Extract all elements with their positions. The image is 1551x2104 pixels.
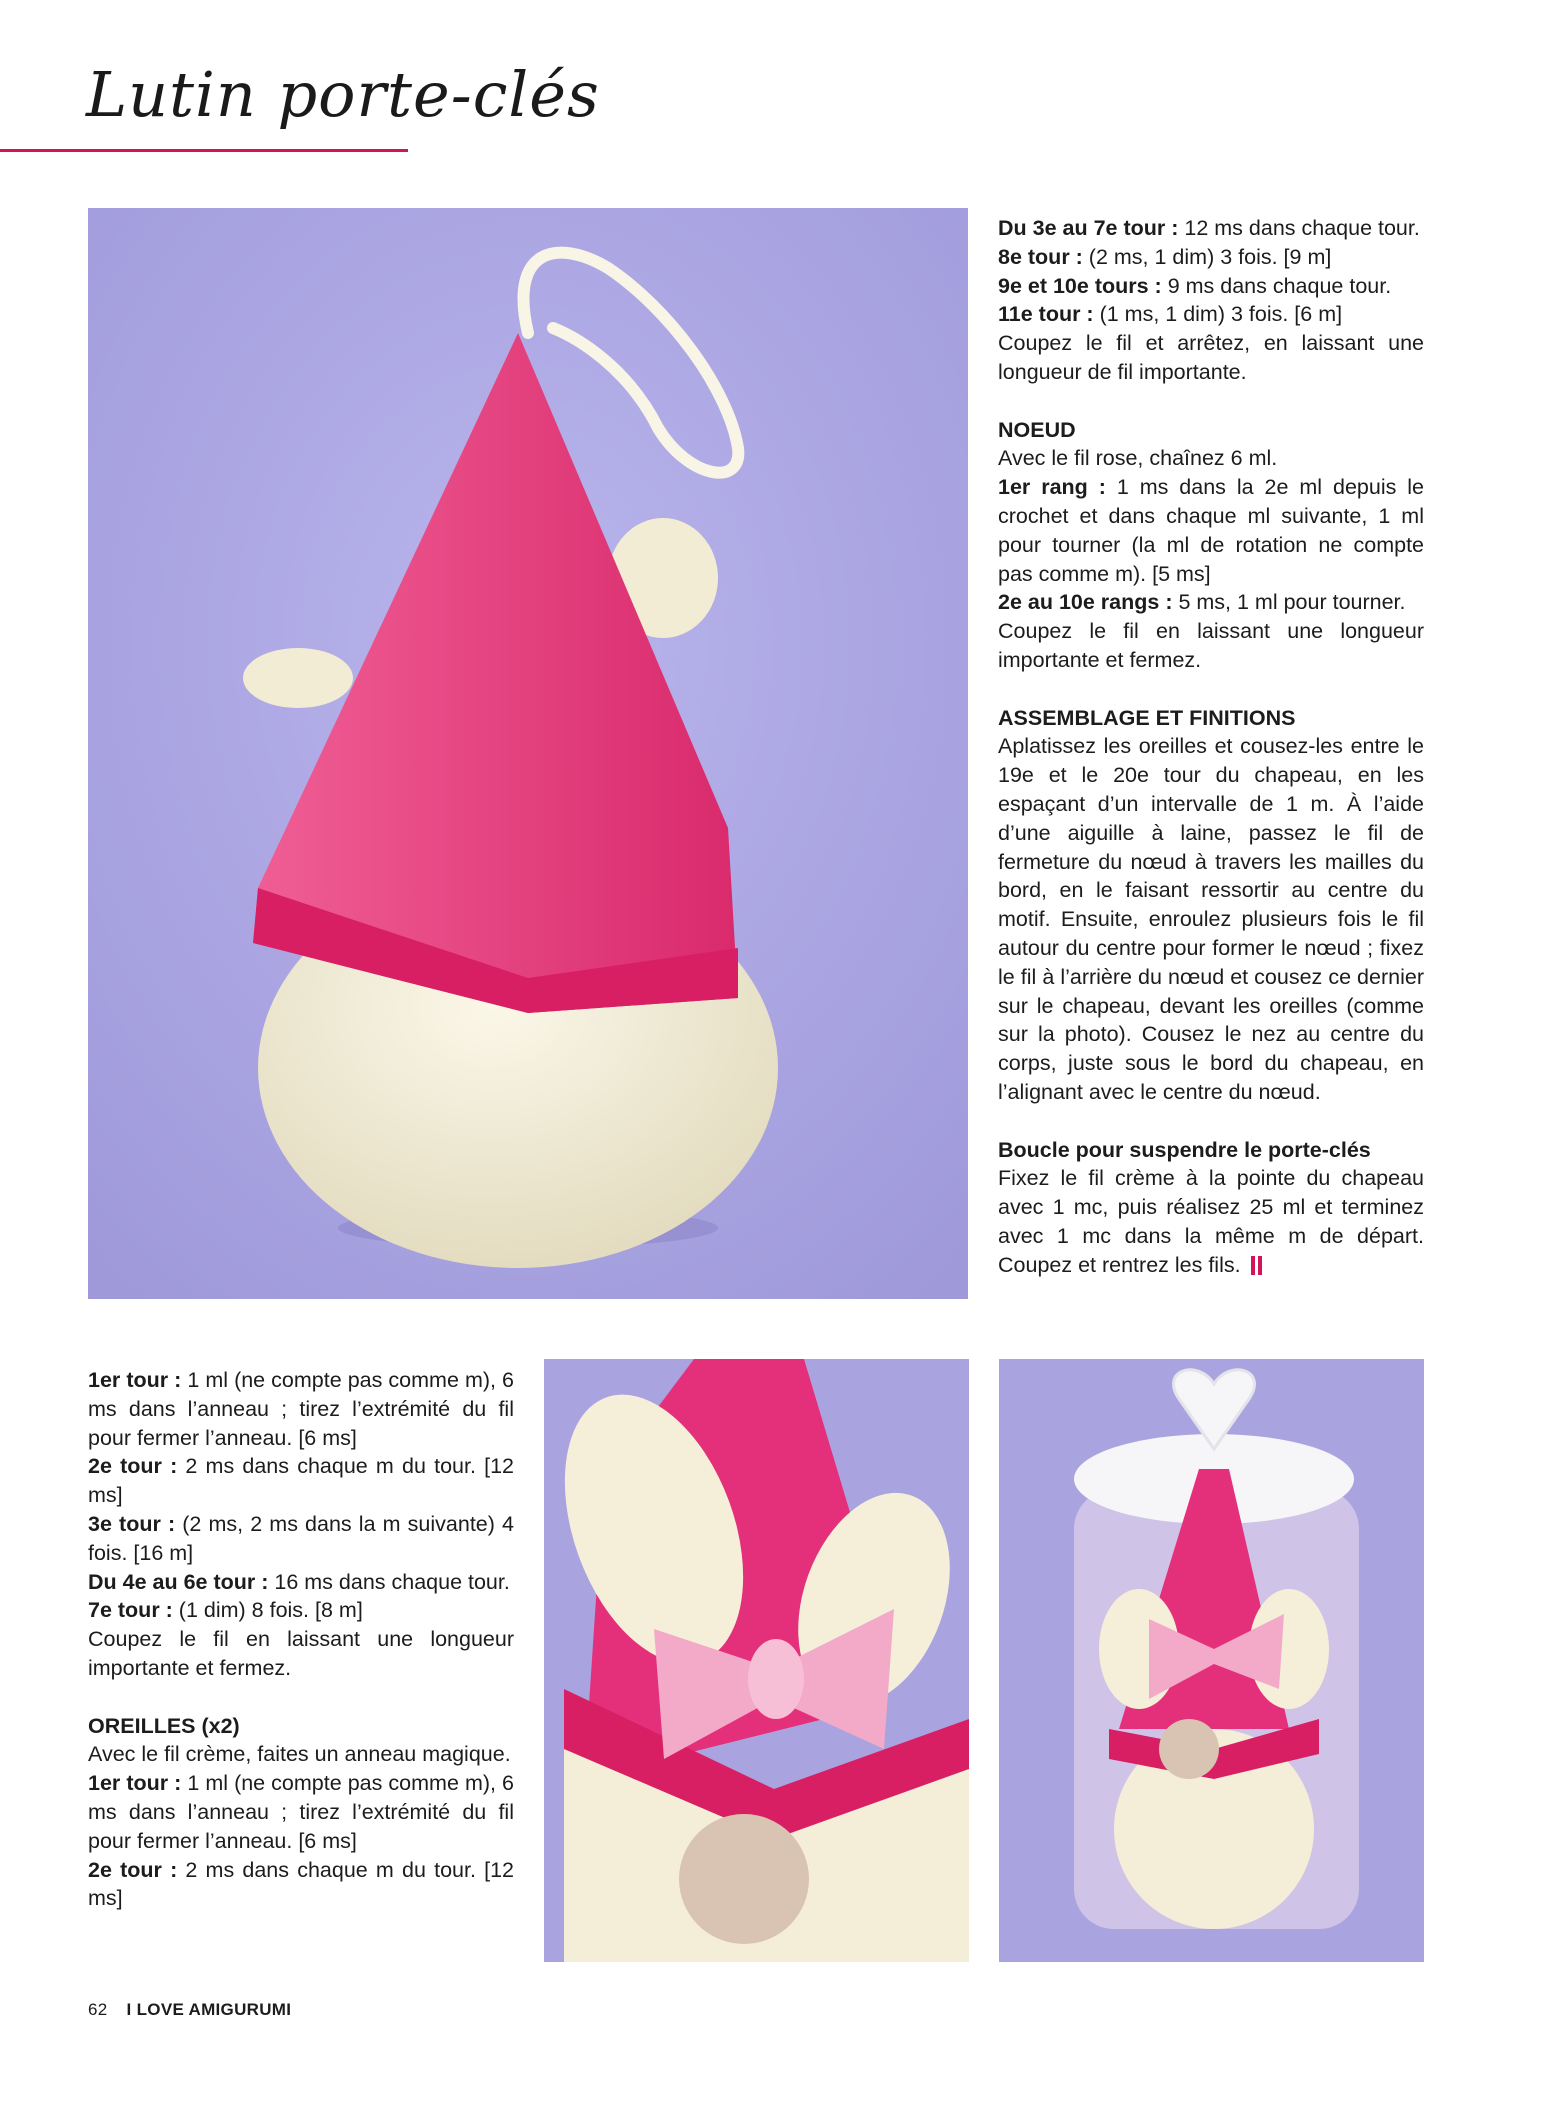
instruction-text: (2 ms, 1 dim) 3 fois. [9 m] [1082,244,1332,269]
round-label: 1er tour : [88,1771,182,1796]
round-label: 9e et 10e tours : [998,273,1162,298]
instruction-text: Aplatissez les oreilles et cousez-les entre le 19e et le 20e tour du chapeau, en les espaçant d’un intervalle de 1 m. À l’aide d’une aiguille à laine, passez le fil de fermeture du nœud à travers les mailles du bord, en le faisant ressortir au centre du motif. Ensuite, enroulez plusieurs fois le fil autour du centre pour former le nœud ; fixez le fil à l’arrière du nœud et cousez ce dernier sur le chapeau, devant les oreilles (comme sur la photo). Cousez le nez au centre du corps, juste sous le bord du chapeau, en l’alignant avec le centre du nœud. [998,734,1424,1104]
instruction-line [998,329,1424,387]
instruction-text: 2 ms dans chaque m du tour. [12 ms] [88,1857,514,1911]
round-label: 2e tour : [88,1454,178,1479]
instruction-text: (1 dim) 8 fois. [8 m] [172,1598,363,1623]
instruction-text: 1 ml (ne compte pas comme m), 6 ms dans l’anneau ; tirez l’extrémité du fil pour fermer l’anneau. [6 ms] [88,1771,514,1853]
round-label: 2e tour : [88,1857,178,1882]
instruction-line [998,444,1424,473]
section-heading: OREILLES (x2) [88,1713,240,1738]
right-column-text [998,214,1424,1279]
end-of-article-mark [1251,1256,1255,1275]
instruction-text: 1 ml (ne compte pas comme m), 6 ms dans l’anneau ; tirez l’extrémité du fil pour fermer l’anneau. [6 ms] [88,1368,514,1450]
round-label: 2e au 10e rangs : [998,590,1173,615]
page-number: 62 [88,2000,108,2019]
instruction-line [998,732,1424,1106]
instruction-line [88,1452,514,1510]
title-underline [0,149,408,152]
instruction-line [998,1164,1424,1279]
instruction-line [88,1625,514,1683]
instruction-line [88,1856,514,1914]
instruction-text: 9 ms dans chaque tour. [1161,273,1392,298]
instruction-text: (1 ms, 1 dim) 3 fois. [6 m] [1093,302,1343,327]
instruction-text: Avec le fil rose, chaînez 6 ml. [998,446,1278,471]
instruction-text: 1 ms dans la 2e ml depuis le crochet et dans chaque ml suivante, 1 ml pour tourner (la ml de rotation ne compte pas comme m). [5 ms] [998,475,1425,586]
instruction-line [88,1740,514,1769]
instruction-text: 2 ms dans chaque m du tour. [12 ms] [88,1454,514,1508]
round-label: 11e tour : [998,302,1094,327]
round-label: Du 4e au 6e tour : [88,1569,269,1594]
closeup-photo [544,1359,969,1962]
paragraph-spacer [998,675,1424,704]
instruction-text: 16 ms dans chaque tour. [268,1569,510,1594]
section-heading: NOEUD [998,417,1076,442]
magazine-separator: I [126,2000,132,2019]
section-heading: Boucle pour suspendre le porte-clés [998,1137,1371,1162]
section-heading: ASSEMBLAGE ET FINITIONS [998,705,1296,730]
paragraph-spacer [88,1683,514,1712]
round-label: 1er rang : [998,475,1106,500]
magazine-name: LOVE AMIGURUMI [136,2000,292,2019]
main-photo [88,208,968,1299]
instruction-line [88,1510,514,1568]
instruction-text: Fixez le fil crème à la pointe du chapeau avec 1 mc, puis réalisez 25 ml et terminez avec 1 mc dans la même m de départ. Coupez et rentrez les fils. [998,1166,1424,1277]
page-footer [88,2000,291,2020]
round-label: 1er tour : [88,1368,182,1392]
round-label: Du 3e au 7e tour : [998,216,1179,240]
instruction-text: (2 ms, 2 ms dans la m suivante) 4 fois. [16 m] [88,1511,514,1565]
instruction-text: Coupez le fil en laissant une longueur importante et fermez. [998,619,1424,672]
instruction-line [998,243,1424,272]
instruction-text: Coupez le fil en laissant une longueur importante et fermez. [88,1627,514,1680]
instruction-text: Coupez le fil et arrêtez, en laissant une longueur de fil importante. [998,331,1424,384]
instruction-line [998,588,1424,617]
instruction-line [88,1366,514,1452]
instruction-line [88,1596,514,1625]
instruction-text: 12 ms dans chaque tour. [1178,216,1420,240]
instruction-text: Avec le fil crème, faites un anneau magique. [88,1742,511,1767]
instruction-line [998,473,1424,588]
instruction-line [998,617,1424,675]
instruction-line [88,1769,514,1855]
round-label: 7e tour : [88,1598,173,1623]
instruction-line [998,272,1424,301]
page-title: Lutin porte-clés [86,58,600,131]
round-label: 3e tour : [88,1511,176,1536]
round-label: 8e tour : [998,244,1083,269]
instruction-line [998,300,1424,329]
instruction-line [88,1568,514,1597]
paragraph-spacer [998,1107,1424,1136]
paragraph-spacer [998,387,1424,416]
left-column-text [88,1366,514,1913]
instruction-text: 5 ms, 1 ml pour tourner. [1172,590,1406,615]
instruction-line [998,214,1424,243]
jar-photo [999,1359,1424,1962]
